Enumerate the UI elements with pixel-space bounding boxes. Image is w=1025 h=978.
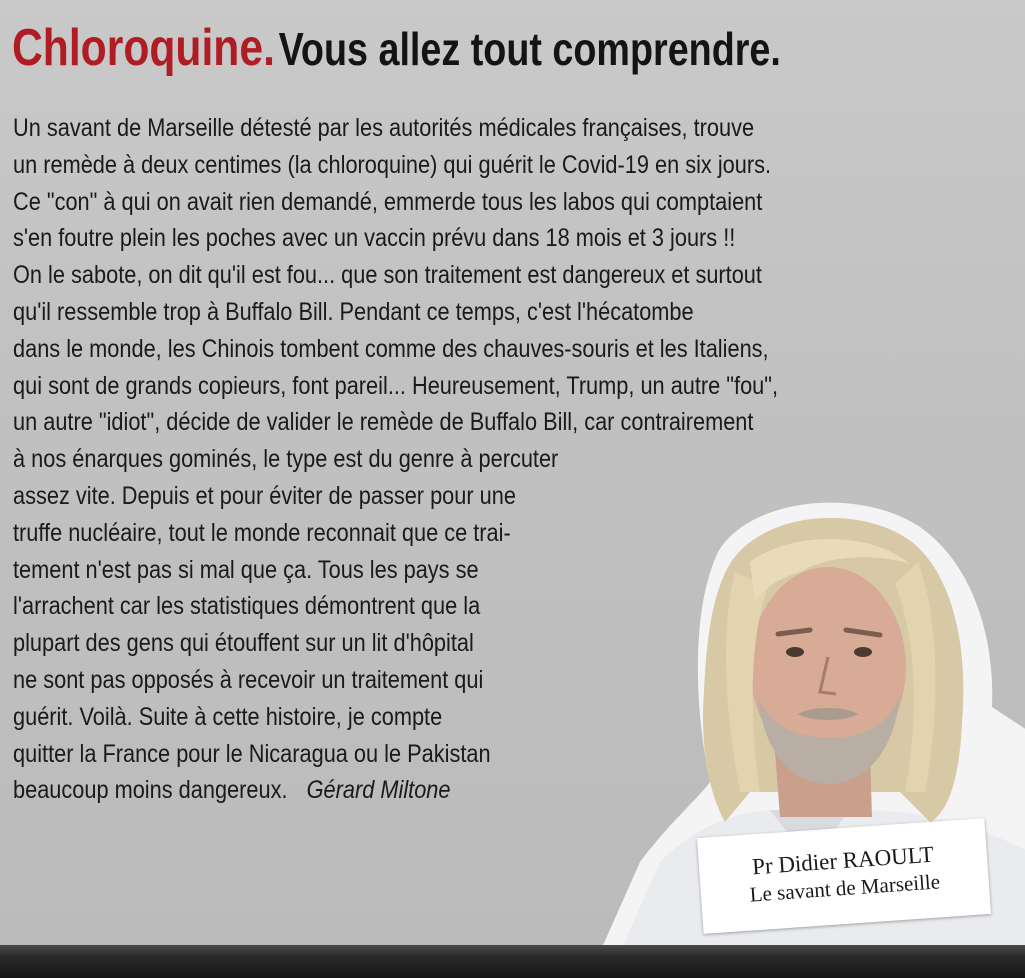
article-line: plupart des gens qui étouffent sur un lit d'hôpital — [13, 629, 474, 658]
headline — [12, 18, 781, 78]
article-line: l'arrachent car les statistiques démontrent que la — [13, 592, 481, 621]
article-line: s'en foutre plein les poches avec un vaccin prévu dans 18 mois et 3 jours !! — [13, 224, 736, 253]
caption-name: Pr Didier RAOULT — [751, 841, 935, 880]
article-line: à nos énarques gominés, le type est du genre à percuter — [13, 445, 559, 474]
headline-highlight: Chloroquine. — [12, 19, 275, 77]
article-line-text: beaucoup moins dangereux. — [13, 776, 288, 805]
article-line: guérit. Voilà. Suite à cette histoire, je compte — [13, 702, 443, 731]
article-line: qui sont de grands copieurs, font pareil... Heureusement, Trump, un autre "fou", — [13, 371, 779, 400]
article-line: assez vite. Depuis et pour éviter de passer pour une — [13, 481, 516, 510]
article-line: dans le monde, les Chinois tombent comme des chauves-souris et les Italiens, — [13, 334, 769, 363]
caption-subtitle: Le savant de Marseille — [748, 869, 941, 907]
article-line: un remède à deux centimes (la chloroquine) qui guérit le Covid-19 en six jours. — [13, 150, 772, 179]
article-line: tement n'est pas si mal que ça. Tous les pays se — [13, 555, 479, 584]
article-line: quitter la France pour le Nicaragua ou le Pakistan — [13, 739, 491, 768]
article-line: ne sont pas opposés à recevoir un traitement qui — [13, 665, 484, 694]
article-line: On le sabote, on dit qu'il est fou... que son traitement est dangereux et surtout — [13, 261, 762, 290]
headline-rest: Vous allez tout comprendre. — [278, 23, 781, 75]
article-line: Un savant de Marseille détesté par les autorités médicales françaises, trouve — [13, 114, 755, 142]
photo-caption — [697, 818, 991, 934]
article-line: truffe nucléaire, tout le monde reconnait que ce trai- — [13, 518, 511, 547]
article-line: Ce "con" à qui on avait rien demandé, emmerde tous les labos qui comptaient — [13, 187, 763, 216]
footer-bar — [0, 945, 1025, 978]
article-line: qu'il ressemble trop à Buffalo Bill. Pendant ce temps, c'est l'hécatombe — [13, 297, 694, 326]
article-line: un autre "idiot", décide de valider le remède de Buffalo Bill, car contrairement — [13, 408, 754, 437]
author-signature: Gérard Miltone — [306, 776, 451, 805]
